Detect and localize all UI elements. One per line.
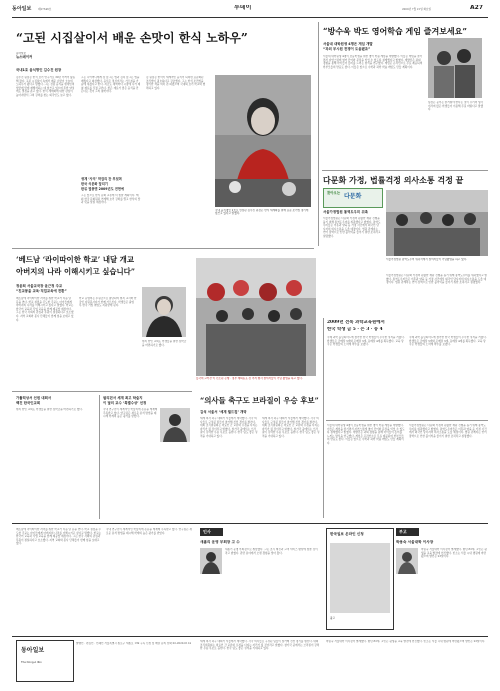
notices-col1: 서울대 대학원생 4명이 초등학생을 위한 영어 학습 게임을 개발했다. 이들은 게임을 즐기면서 자연스럽게 영어 단어와 문장을 익힐 수 있도록 설계했다고 밝혔다. 개발진은 과외 경험을 통해 아이들이 흥미를 느끼는 방식을 연구했다. 게임은 온라인으로 무료 제공되며 학부모들의 반응도 좋다. 이들은 앞으로 수학과 과학 학습 게임도 만들 계획이다. xyxy=(327,424,405,445)
story1-body-col1: 김수진 원장은 한식 요리 연구가로 30년 가까이 활동해 왔다. 고된 시집살이 속에서 배운 손맛이 오늘의 노하우가 됐다고 말했다. 그는 전통 음식을 현대인의 입맛에 맞게 재해석하는 데 힘쓰고 있으며 후학 양성에도 열정을 쏟고 있다. 한식 세계화에 대한 관심이 높아지면서 그의 강의를 찾는 외국인도 늘고 있다. xyxy=(16,76,76,97)
students-photo-image xyxy=(428,38,482,98)
story5-body-col2: 세계 의사 축구 대회가 서울에서 개막했다. 각국 의사들로 구성된 팀들이 참가해 친선 경기를 펼친다. 대회 조직위원회는 의료인 간 교류와 우정을 다지는 자리가 될 것이라고 밝혔다. 참가국 중에서는 브라질이 강력한 우승 후보로 꼽힌다. 한국 팀도 좋은 성적을 기대하고 있다. xyxy=(262,417,320,438)
people-photo-image xyxy=(200,548,222,574)
story6-headline: 2009년 전북 과학교육원에서 xyxy=(327,320,385,325)
story4-body-col3: 현지 한인 교회도 학생들을 위한 장학금을 마련하기로 했다. xyxy=(142,340,187,347)
story4-headline: ‘베드남 ‘라이따이한 학교’ 내달 개교 xyxy=(16,255,134,264)
obit-label-bar: 부고 xyxy=(396,528,419,536)
lower-left-col2: 국내 연구진이 세계적인 학술지에 논문을 게재해 주목받고 있다. 연구팀은 새로운 분석 방법을 제시해 학계의 높은 평가를 받았다. xyxy=(106,528,192,535)
court-photo xyxy=(386,190,488,256)
notices-col2: 서울가정법원은 다문화 가정의 원활한 재판 진행을 돕기 위해 통역도우미를 위촉했다고 밝혔다. 통역도우미들은 이혼과 양육 등 가정 사건에서 외국인 당사자의 의사소통을 도울 예정이다. 법원 관계자는 언어 장벽으로 인한 불이익을 줄이기 위한 조치라고 설명했다. xyxy=(409,424,487,438)
lower-left-col1: 베트남에 라이따이한 자녀를 위한 학교가 다음 달 문을 연다. 학교 설립을 주도한 주교는 아이들에게 아버지의 나라를 이해시키고 싶다고 말했다. 학교는 한국어 교육과 직업 교육을 함께 제공할 예정이다. 그는 한국 사회의 관심과 후원이 절실하다고 호소했다. 지역 교회와 봉사 단체들이 함께 힘을 보태고 있다. xyxy=(16,528,102,546)
story1-body-col3: 김 원장은 한식이 세계적인 음식이 되려면 표준화된 조리법이 필요하다고 강조했다. 그는 한식 조리법을 정리한 책을 여러 권 펴냈으며 국내외 요리 학교와 협력하고 있다. xyxy=(146,76,206,90)
footer-logo: 동아일보 xyxy=(21,647,45,654)
story4-subhead2: “친교봉을 교육·직업교육에 전환” xyxy=(16,289,67,293)
story3-body: 서울가정법원은 다문화 가정의 원활한 재판 진행을 돕기 위해 통역도우미를 위촉했다고 밝혔다. 통역도우미들은 이혼과 양육 등 가정 사건에서 외국인 당사자의 의사소통을 도울 예정이다. 법원 관계자는 언어 장벽으로 인한 불이익을 줄이기 위한 조치라고 설명했다. xyxy=(323,217,381,238)
story2-divider xyxy=(322,170,488,171)
issue-date: 2009년 7월 21일 화요일 xyxy=(402,8,432,11)
footer-logo-en: The Dong-A Ilbo xyxy=(21,661,42,664)
court-photo-caption: 서울가정법원 통역도우미 위촉식에서 참석자들이 기념촬영을 하고 있다. xyxy=(386,258,467,261)
event-photo xyxy=(196,258,316,376)
story2-headline: “방수욱 박도 영어학습 게임 즐겨보세요” xyxy=(323,26,467,36)
lower-mid-col: 세계 의사 축구 대회가 서울에서 개막했다. 각국 의사들로 구성된 팀들이 참가해 친선 경기를 펼친다. 대회 조직위원회는 의료인 간 교류와 우정을 다지는 자리가 될 것이라고 밝혔다. 참가국 중에서는 브라질이 강력한 우승 후보로 꼽힌다. 한국 팀도 좋은 성적을 기대하고 있다. xyxy=(200,640,320,651)
students-photo xyxy=(428,38,482,98)
story1-divider xyxy=(12,248,314,249)
chef-photo-caption: 국내 음식명인 1호로 선정된 김수진 원장은 한식 세계화를 위해 표준 조리법 정리에 힘쓰고 있다고 말했다. xyxy=(215,209,309,216)
obit-photo xyxy=(396,548,418,574)
paper-name: 동아일보 xyxy=(12,6,32,12)
footer-rule xyxy=(12,636,488,637)
story2-subhead2: “과외 부시원 전쟁이 도움됐죠” xyxy=(323,47,371,51)
ad-image xyxy=(330,543,390,613)
event-photo-caption: 흥국의 고티잔 이 민소원 은행 · 정부 재외동포 장 추석 행사 참석자들이 기념 촬영을 하고 있다. xyxy=(196,377,303,380)
obit-body: 박용숙 서울대학 이사장이 별세했다. 향년 82세. 고인은 평생을 교육 발전에 헌신했다. 빈소는 서울 시내 병원에 마련됐으며 발인은 23일이다. xyxy=(421,548,487,559)
banner-text-b: 다문화 xyxy=(344,193,362,200)
section-name: 투데이 xyxy=(234,5,252,11)
story3-subhead: 서울가정법원 통역도우미 위촉 xyxy=(323,210,368,214)
bottom-rule xyxy=(12,523,488,524)
story1-subhead: 국내1호 음식명인 김수진 원장 xyxy=(16,68,62,72)
chef-photo-image xyxy=(215,75,311,207)
story1-box-sub2: 한류 열풍엔 2009년도 전면에 xyxy=(81,187,124,191)
court-photo-image xyxy=(386,190,488,256)
story4-headline2: 아버지의 나라 이해시키고 싶습니다” xyxy=(16,267,136,276)
story1-box-sub: 한국 식문화 알리기 xyxy=(81,182,108,186)
footer-info: 발행인 · 편집인 · 인쇄인 서울특별시 종로구 세종로 139 구독 신청 및 배달 문의 전화 02-2020-0114 xyxy=(76,642,191,645)
bishop-photo-image xyxy=(142,287,186,337)
story1-body-col2: 그는 시어머니에게 장 담그는 법과 김치 담그는 법을 배웠다고 회상했다. 음식은 정성이라는 가르침을 가슴에 새겼다고 한다. 지금도 새벽마다 시장에 나가 제철 재료를 직접 고른다. 좋은 재료가 좋은 음식을 만든다는 것이 그의 철학이다. xyxy=(81,76,141,94)
bishop-photo xyxy=(142,287,186,337)
obit-head: 박용숙 서울대학 이사장 xyxy=(396,540,434,544)
story4-subhead: 정윤희 서울교국장 윤근정 주교 xyxy=(16,284,63,288)
story3-headline: 다문화 가정, 법률걱정 의사소통 걱정 끝 xyxy=(323,175,464,185)
event-photo-image xyxy=(196,258,316,376)
story3-banner xyxy=(323,188,383,208)
ad-label: 한국일보 온라인 신청 xyxy=(330,532,364,536)
story1-byline xyxy=(16,52,68,66)
story4-sub6: 이 달의 교수 ‘특별수상’ 선정 xyxy=(103,401,147,405)
center-divider xyxy=(318,22,319,246)
story1-body-col2b: 그는 앞으로 한식 문화 교류에 더 힘쓸 계획이다. 해외 한국 문화원과 연계해 요리 강좌를 열고 한식의 맛과 멋을 알릴 예정이다. xyxy=(81,194,141,205)
obit-photo-image xyxy=(396,548,418,574)
story2-subhead1: 서울대 대학원생 4명은 게임 개발 xyxy=(323,42,373,46)
people-body: 새롬리 운영 부회장으로 취임했다. 그는 조직 혁신과 고객 서비스 향상에 힘쓸 것이라고 밝혔다. 관련 분야에서 오랜 경험을 쌓아 왔다. xyxy=(225,548,318,555)
masthead-rule xyxy=(12,17,488,18)
story5-body-col1: 세계 의사 축구 대회가 서울에서 개막했다. 각국 의사들로 구성된 팀들이 참가해 친선 경기를 펼친다. 대회 조직위원회는 의료인 간 교류와 우정을 다지는 자리가 될 것이라고 밝혔다. 참가국 중에서는 브라질이 강력한 우승 후보로 꼽힌다. 한국 팀도 좋은 성적을 기대하고 있다. xyxy=(200,417,258,438)
story4-body-col4: 현지 한인 교회도 학생들을 위한 장학금을 마련하기로 했다. xyxy=(16,408,83,411)
story6-body-col2: 국제 과학 올림피아드에 참가한 한국 학생들이 우수한 성적을 거뒀다. 학생들은 금메달 5개와 은메달 3개, 동메달 4개를 획득했다. 교육 당국은 학생들의 노력에 박수를 보냈다. xyxy=(409,336,487,347)
story5-vdivider xyxy=(323,318,324,518)
byline-org: 동아일보 xyxy=(16,52,27,55)
story4-vdivider xyxy=(99,395,100,519)
byline-tag: 뉴스메이커 xyxy=(16,55,33,60)
story4-sub3: 가톨릭상서 선원 대회서 xyxy=(16,396,52,400)
story2-body: 서울대 대학원생 4명이 초등학생을 위한 영어 학습 게임을 개발했다. 이들은 게임을 즐기면서 자연스럽게 영어 단어와 문장을 익힐 수 있도록 설계했다고 밝혔다. 개발진은 과외 경험을 통해 아이들이 흥미를 느끼는 방식을 연구했다. 게임은 온라인으로 무료 제공되며 학부모들의 반응도 좋다. 이들은 앞으로 수학과 과학 학습 게임도 만들 계획이다. xyxy=(323,55,423,69)
footer-logo-box xyxy=(16,640,74,682)
story5-subhead: 김석 서울서 ‘세계 월드컵’ 개막 xyxy=(200,410,247,414)
story6-headline2: 한국 학생 금 5 · 은 3 · 동 4 xyxy=(327,327,383,332)
lower-right-col: 박용숙 서울대학 이사장이 별세했다. 향년 82세. 고인은 평생을 교육 발전에 헌신했다. 빈소는 서울 시내 병원에 마련됐으며 발인은 23일이다. xyxy=(326,640,486,643)
people-head: 새롬리 운영 부회장 고 수 xyxy=(200,540,240,544)
masthead xyxy=(12,5,488,17)
people-photo xyxy=(200,548,222,574)
professor-photo-image xyxy=(160,408,190,442)
people-label-bar: 인사 xyxy=(200,528,223,536)
story1-headline: “고된 시집살이서 배운 손맛이 한식 노하우” xyxy=(16,31,248,45)
story3-body-col2: 서울가정법원은 다문화 가정의 원활한 재판 진행을 돕기 위해 통역도우미를 위촉했다고 밝혔다. 통역도우미들은 이혼과 양육 등 가정 사건에서 외국인 당사자의 의사소통을 도울 예정이다. 법원 관계자는 언어 장벽으로 인한 불이익을 줄이기 위한 조치라고 설명했다. xyxy=(386,274,487,285)
story4-body-col5: 국내 연구진이 세계적인 학술지에 논문을 게재해 주목받고 있다. 연구팀은 새로운 분석 방법을 제시해 학계의 높은 평가를 받았다. xyxy=(103,408,158,419)
ad-tag: 광고 xyxy=(330,617,336,620)
story4-body-col2: 학교 운영비는 후원금으로 충당되며 현지 교사와 한국인 자원봉사자가 함께 가르친다. 학생들은 졸업 후 한국 기업 취업도 지원받게 된다. xyxy=(79,297,137,308)
story5-headline: “의사들 축구도 브라질이 우승 후보” xyxy=(200,396,319,405)
advertisement xyxy=(326,528,394,630)
story2-body2: 팀장은 공부는 즐거워야 한다는 것이 우리의 생각이라며 많은 학생들이 이용해 주길 바란다고 말했다. xyxy=(428,101,484,112)
story6-body-col1: 국제 과학 올림피아드에 참가한 한국 학생들이 우수한 성적을 거뒀다. 학생들은 금메달 5개와 은메달 3개, 동메달 4개를 획득했다. 교육 당국은 학생들의 노력에 박수를 보냈다. xyxy=(327,336,405,347)
story4-sub5: 필리핀서 세계 최고 학술지 xyxy=(103,396,143,400)
chef-photo xyxy=(215,75,311,207)
story4-sub4: 백진 한국인교회 xyxy=(16,401,41,405)
issue-number: 제27346호 xyxy=(38,8,52,11)
professor-photo xyxy=(160,408,190,442)
story1-box-head: 생계 ‘사직’ 막걸리 잔 부딪며 xyxy=(81,177,122,181)
story4-body-col1: 베트남에 라이따이한 자녀를 위한 학교가 다음 달 문을 연다. 학교 설립을 주도한 주교는 아이들에게 아버지의 나라를 이해시키고 싶다고 말했다. 학교는 한국어 교육과 직업 교육을 함께 제공할 예정이다. 그는 한국 사회의 관심과 후원이 절실하다고 호소했다. 지역 교회와 봉사 단체들이 함께 힘을 보태고 있다. xyxy=(16,297,74,322)
page-number: A27 xyxy=(470,5,483,11)
story6-divider xyxy=(326,420,488,421)
banner-text-a: 찾아오는 xyxy=(327,191,341,195)
story4-divider xyxy=(12,391,192,392)
